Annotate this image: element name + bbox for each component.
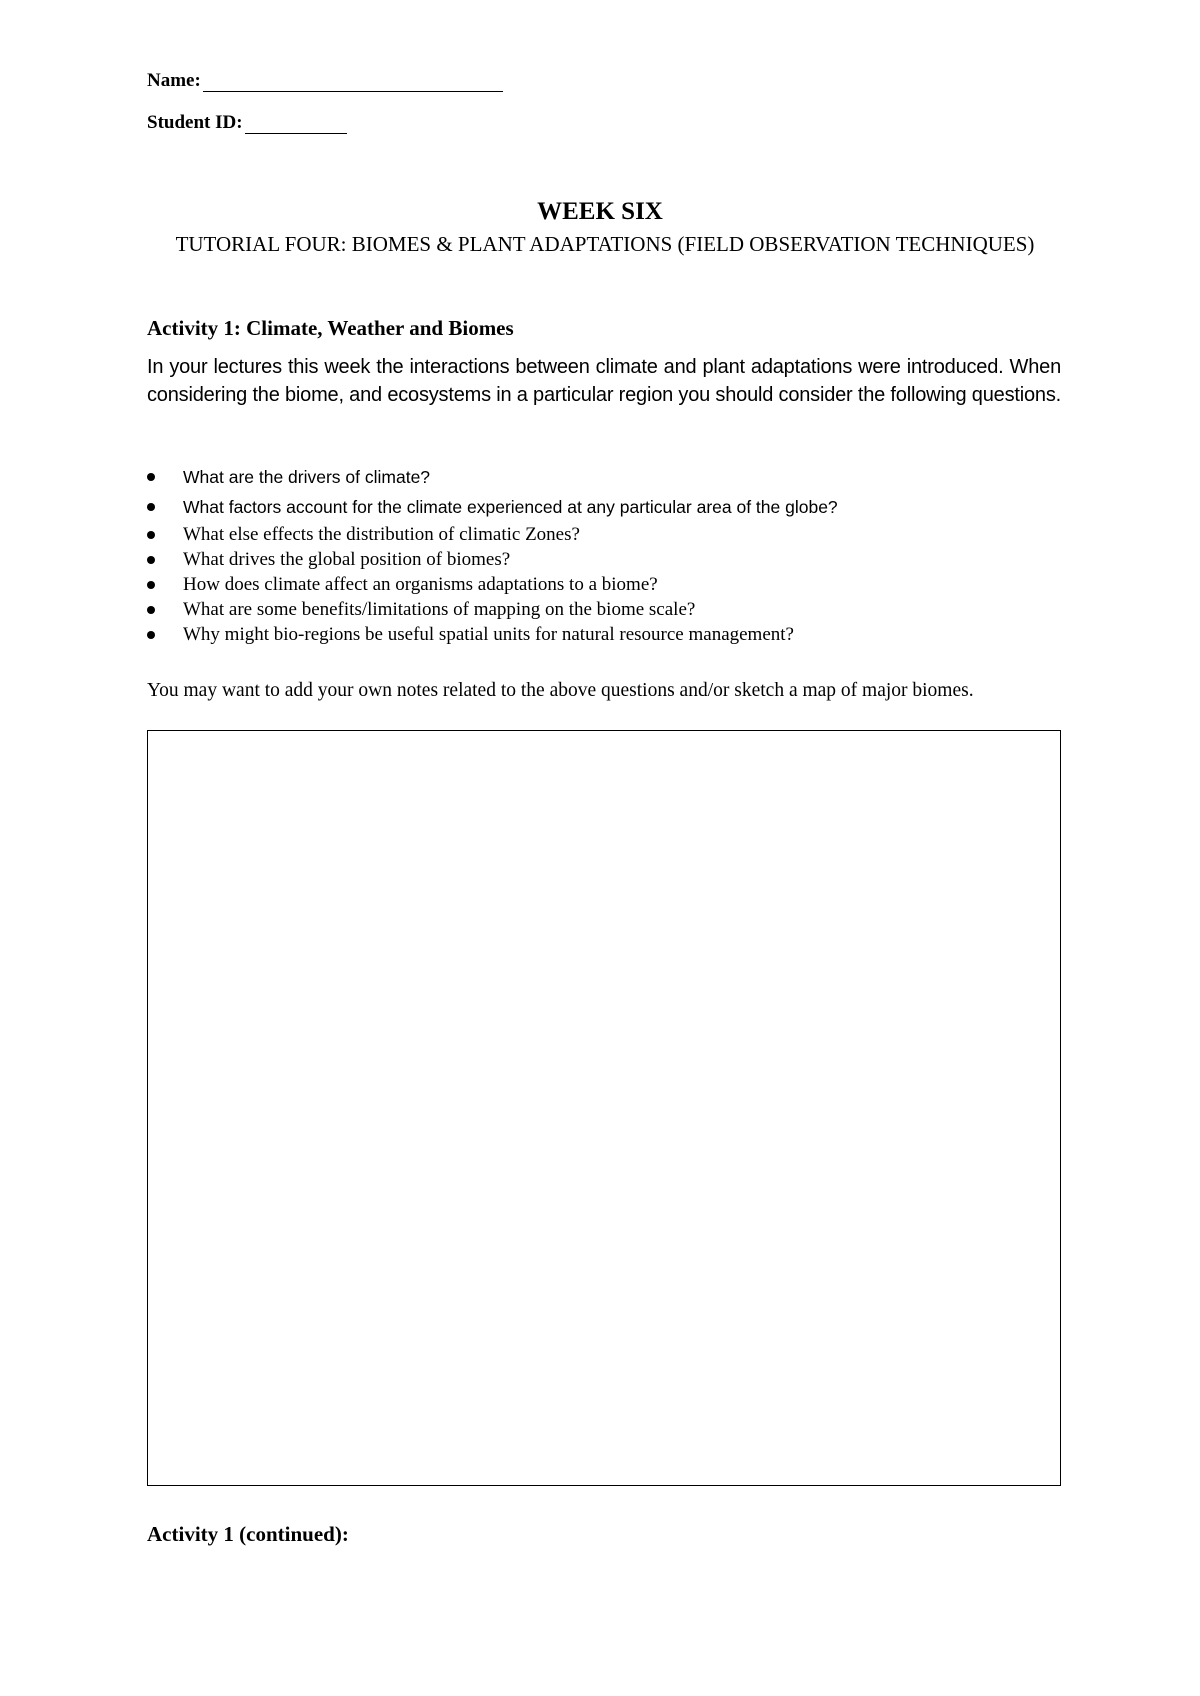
question-text: What factors account for the climate experienced at any particular area of the globe?	[183, 497, 838, 517]
question-item	[147, 572, 1077, 597]
activity-1-continued-heading: Activity 1 (continued):	[147, 1522, 349, 1546]
bullet-icon	[147, 473, 155, 481]
notes-sketch-box[interactable]	[147, 730, 1061, 1486]
activity-1-intro: In your lectures this week the interactions between climate and plant adaptations were introduced. When considering the biome, and ecosystems in a particular region you should consider the following questions.	[147, 356, 1061, 406]
name-blank-line[interactable]	[203, 73, 503, 92]
question-text: How does climate affect an organisms adaptations to a biome?	[183, 574, 658, 595]
bullet-icon	[147, 556, 155, 564]
question-text: What else effects the distribution of climatic Zones?	[183, 524, 580, 545]
bullet-icon	[147, 606, 155, 614]
question-text: What drives the global position of biomes?	[183, 549, 511, 570]
question-item	[147, 492, 1077, 522]
question-item	[147, 462, 1077, 492]
week-title: WEEK SIX	[537, 198, 663, 225]
bullet-icon	[147, 631, 155, 639]
student-id-field-row	[147, 112, 347, 134]
student-id-blank-line[interactable]	[245, 115, 347, 134]
tutorial-title: TUTORIAL FOUR: BIOMES & PLANT ADAPTATIONS (FIELD OBSERVATION TECHNIQUES)	[175, 232, 1035, 256]
name-label: Name:	[147, 70, 201, 91]
bullet-icon	[147, 531, 155, 539]
question-item	[147, 522, 1077, 547]
question-list	[147, 462, 1077, 647]
question-item	[147, 622, 1077, 647]
name-field-row	[147, 70, 503, 92]
bullet-icon	[147, 581, 155, 589]
question-text: Why might bio-regions be useful spatial units for natural resource management?	[183, 624, 794, 645]
student-id-label: Student ID:	[147, 112, 243, 133]
question-text: What are some benefits/limitations of mapping on the biome scale?	[183, 599, 696, 620]
question-item	[147, 547, 1077, 572]
question-item	[147, 597, 1077, 622]
activity-1-heading: Activity 1: Climate, Weather and Biomes	[147, 316, 514, 340]
notes-prompt: You may want to add your own notes related to the above questions and/or sketch a map of major biomes.	[147, 680, 974, 701]
bullet-icon	[147, 503, 155, 511]
question-text: What are the drivers of climate?	[183, 467, 431, 487]
